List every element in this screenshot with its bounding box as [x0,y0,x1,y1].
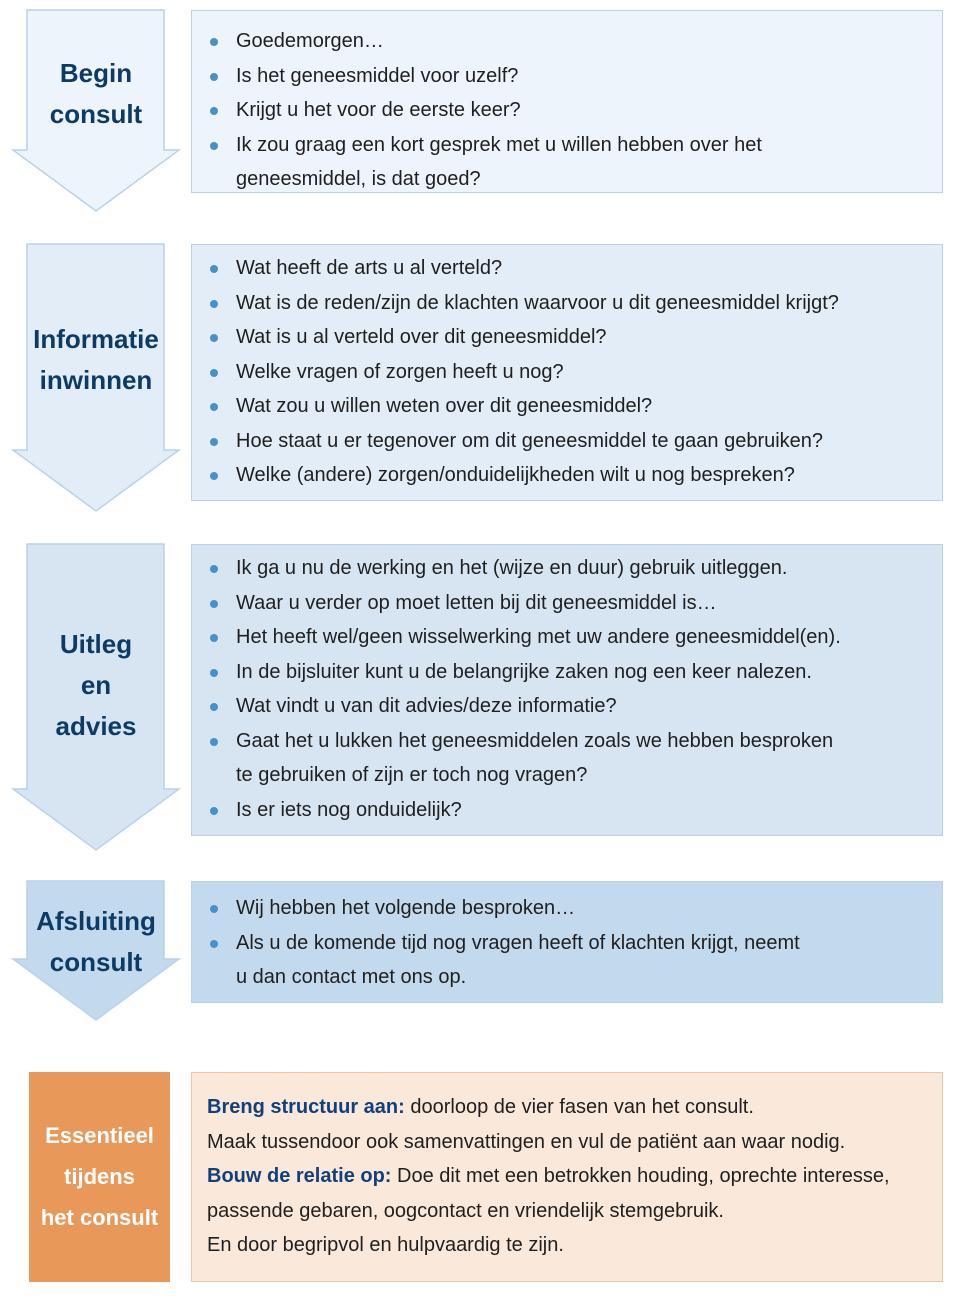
question-text: Wat vindt u van dit advies/deze informatie? [236,695,617,717]
question-list [192,24,942,197]
question-text: Wat is u al verteld over dit geneesmiddel? [236,326,607,348]
bullet-icon [210,73,218,81]
question-text: u dan contact met ons op. [236,966,467,988]
tips-relation-line-2: passende gebaren, oogcontact en vriendelijk stemgebruik. [207,1199,724,1222]
phase-title-line: Informatie [33,324,159,354]
phase-title-line: Uitleg [59,629,133,659]
bullet-icon [210,38,218,46]
question-text: Is het geneesmiddel voor uzelf? [236,64,519,87]
question-item [192,586,942,621]
question-list [192,551,942,827]
question-text: Ik zou graag een kort gesprek met u willen hebben over het [236,133,762,156]
question-item [192,251,942,286]
question-list [192,891,942,995]
phase-title-line: Afsluiting [36,906,156,936]
question-item [192,59,942,94]
question-item [192,93,942,128]
phase-title-afsluiting [14,901,178,983]
bullet-icon [210,142,218,150]
phase-title-uitleg [14,624,178,747]
bullet-icon [210,905,218,913]
question-text: Krijgt u het voor de eerste keer? [236,99,521,121]
question-text: Wat zou u willen weten over dit geneesmiddel? [236,395,653,417]
question-text: Welke vragen of zorgen heeft u nog? [236,360,564,383]
bullet-icon [210,703,218,711]
tips-relation-line [207,1159,942,1194]
tips-relation-heading: Bouw de relatie op: [207,1165,392,1187]
question-item [192,458,942,493]
question-item [192,724,942,793]
bullet-icon [210,634,218,642]
tips-structure-line-2: Maak tussendoor ook samenvattingen en vul de patiënt aan waar nodig. [207,1130,846,1153]
bullet-icon [210,334,218,342]
question-item [192,551,942,586]
question-item [192,355,942,390]
phase-title-line: advies [55,711,137,741]
bullet-icon [210,738,218,746]
question-item [192,320,942,355]
question-text: Waar u verder op moet letten bij dit geneesmiddel is… [236,591,717,614]
bullet-icon [210,600,218,608]
question-item [192,689,942,724]
bullet-icon [210,403,218,411]
bullet-icon [210,107,218,115]
bullet-icon [210,265,218,273]
question-item [192,655,942,690]
phase-title-line: consult [49,947,143,977]
bullet-icon [210,807,218,815]
phase-title-line: inwinnen [39,365,153,395]
question-text: Wij hebben het volgende besproken… [236,897,576,919]
bullet-icon [210,438,218,446]
question-list [192,251,942,493]
phase-box-uitleg [191,544,943,836]
phase-title-line: en [80,670,112,700]
question-text: Het heeft wel/geen wisselwerking met uw andere geneesmiddel(en). [236,626,841,648]
question-text: geneesmiddel, is dat goed? [236,168,481,190]
question-item [192,128,942,197]
phase-box-begin [191,10,943,193]
phase-box-informatie [191,244,943,501]
bullet-icon [210,369,218,377]
tips-relation-line-3: En door begripvol en hulpvaardig te zijn. [207,1234,564,1256]
tips-box [191,1072,943,1282]
question-item [192,793,942,828]
question-item [192,926,942,995]
tips-structure-line [207,1090,942,1125]
bullet-icon [210,565,218,573]
question-text: Hoe staat u er tegenover om dit geneesmiddel te gaan gebruiken? [236,429,824,452]
essential-title-line: het consult [40,1205,159,1230]
essential-title-line: Essentieel [45,1123,154,1148]
question-text: Gaat het u lukken het geneesmiddelen zoals we hebben besproken [236,729,834,752]
tips-structure-heading: Breng structuur aan: [207,1096,405,1118]
question-text: Is er iets nog onduidelijk? [236,798,462,821]
bullet-icon [210,300,218,308]
phase-title-informatie [14,319,178,401]
question-text: In de bijsluiter kunt u de belangrijke zaken nog een keer nalezen. [236,660,812,683]
bullet-icon [210,669,218,677]
bullet-icon [210,472,218,480]
phase-box-afsluiting [191,881,943,1003]
question-text: Welke (andere) zorgen/onduidelijkheden wilt u nog bespreken? [236,464,795,486]
question-text: te gebruiken of zijn er toch nog vragen? [236,764,588,786]
phase-title-begin [14,53,178,135]
question-text: Goedemorgen… [236,30,384,52]
question-text: Als u de komende tijd nog vragen heeft of klachten krijgt, neemt [236,931,800,954]
question-text: Wat is de reden/zijn de klachten waarvoor u dit geneesmiddel krijgt? [236,291,839,314]
essential-title-line: tijdens [64,1164,135,1189]
question-item [192,891,942,926]
phase-title-line: consult [49,99,143,129]
question-item [192,389,942,424]
question-text: Wat heeft de arts u al verteld? [236,257,503,279]
phase-title-line: Begin [59,58,133,88]
essential-block [29,1072,170,1282]
question-item [192,424,942,459]
bullet-icon [210,940,218,948]
question-item [192,24,942,59]
question-item [192,620,942,655]
tips-structure-text: doorloop de vier fasen van het consult. [404,1096,754,1118]
tips-relation-text: Doe dit met een betrokken houding, oprechte interesse, [391,1165,890,1187]
question-item [192,286,942,321]
question-text: Ik ga u nu de werking en het (wijze en duur) gebruik uitleggen. [236,557,788,579]
